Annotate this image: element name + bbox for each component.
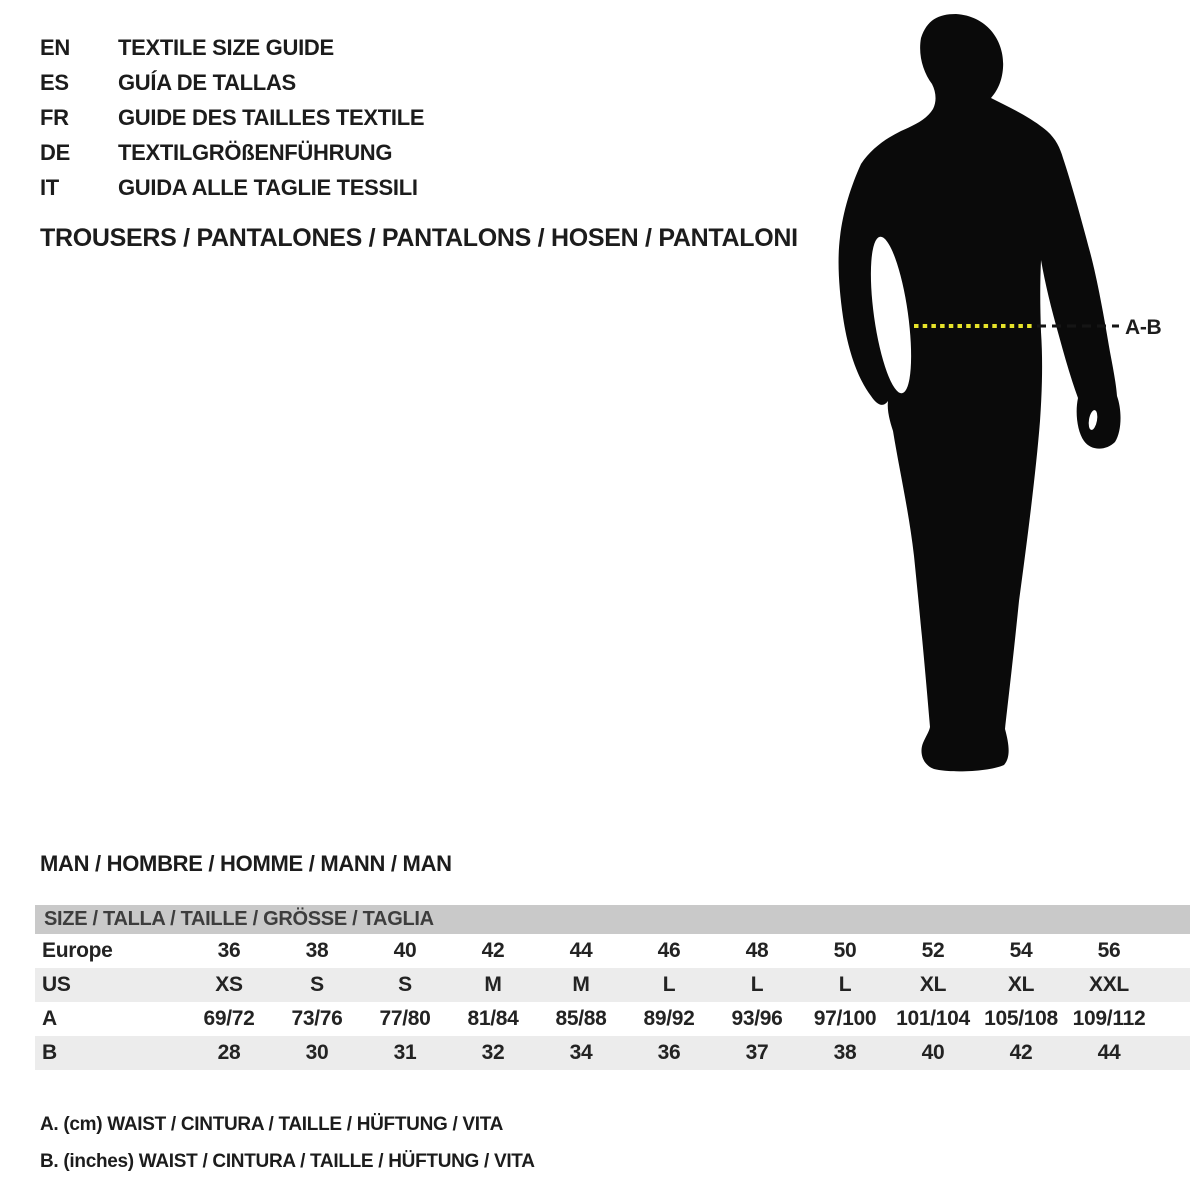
waist-inches: 32 xyxy=(449,1036,537,1070)
filler-cell xyxy=(1153,934,1190,968)
waist-cm: 85/88 xyxy=(555,1007,607,1030)
guide-title-es: GUÍA DE TALLAS xyxy=(118,70,296,95)
row-label-us: US xyxy=(35,968,185,1002)
measurement-notes xyxy=(40,1106,535,1180)
guide-title-it: GUIDA ALLE TAGLIE TESSILI xyxy=(118,175,418,200)
table-row-waist-cm xyxy=(35,1002,1190,1036)
waist-cm: 105/108 xyxy=(984,1007,1058,1030)
language-code: EN xyxy=(40,35,70,60)
waist-inches: 30 xyxy=(273,1036,361,1070)
us-size: S xyxy=(273,968,361,1002)
section-title-man: MAN / HOMBRE / HOMME / MANN / MAN xyxy=(40,851,452,876)
us-size: XXL xyxy=(1065,968,1153,1002)
table-row-waist-inches xyxy=(35,1036,1190,1070)
row-label-a: A xyxy=(42,1007,57,1030)
note-a-cm: A. (cm) WAIST / CINTURA / TAILLE / HÜFTUNG / VITA xyxy=(40,1114,504,1135)
language-row-fr xyxy=(40,100,424,135)
europe-size: 44 xyxy=(569,939,593,962)
language-code: FR xyxy=(40,105,69,130)
size-table-header: SIZE / TALLA / TAILLE / GRÖSSE / TAGLIA xyxy=(35,905,1190,934)
us-size: M xyxy=(449,968,537,1002)
waist-cm: 93/96 xyxy=(731,1007,783,1030)
waist-inches: 36 xyxy=(625,1036,713,1070)
waist-cm: 89/92 xyxy=(643,1007,695,1030)
language-code: IT xyxy=(40,175,59,200)
waist-inches: 37 xyxy=(713,1036,801,1070)
waist-cm: 81/84 xyxy=(467,1007,519,1030)
language-row-de xyxy=(40,135,424,170)
us-size: XS xyxy=(185,968,273,1002)
waist-inches: 34 xyxy=(537,1036,625,1070)
europe-size: 56 xyxy=(1097,939,1121,962)
category-title-trousers: TROUSERS / PANTALONES / PANTALONS / HOSEN / PANTALONI xyxy=(40,224,798,252)
europe-size: 50 xyxy=(833,939,857,962)
europe-size: 46 xyxy=(657,939,681,962)
silhouette-man xyxy=(839,14,1121,771)
europe-size: 40 xyxy=(393,939,417,962)
size-table-header-row xyxy=(35,905,1190,934)
size-table xyxy=(35,905,1190,1070)
waist-cm: 101/104 xyxy=(896,1007,970,1030)
filler-cell xyxy=(1153,968,1190,1002)
us-size: XL xyxy=(889,968,977,1002)
europe-size: 42 xyxy=(481,939,505,962)
europe-size: 48 xyxy=(745,939,769,962)
table-row-europe xyxy=(35,934,1190,968)
waist-inches: 31 xyxy=(361,1036,449,1070)
us-size: L xyxy=(625,968,713,1002)
row-label-b: B xyxy=(35,1036,185,1070)
europe-size: 54 xyxy=(1009,939,1033,962)
waist-measurement-label: A-B xyxy=(1125,316,1162,339)
waist-inches: 42 xyxy=(977,1036,1065,1070)
europe-size: 38 xyxy=(305,939,329,962)
language-code: DE xyxy=(40,140,70,165)
us-size: L xyxy=(713,968,801,1002)
waist-cm: 77/80 xyxy=(379,1007,431,1030)
europe-size: 52 xyxy=(921,939,945,962)
us-size: XL xyxy=(977,968,1065,1002)
us-size: M xyxy=(537,968,625,1002)
filler-cell xyxy=(1153,1002,1190,1036)
waist-cm: 69/72 xyxy=(203,1007,255,1030)
language-row-es xyxy=(40,65,424,100)
waist-inches: 28 xyxy=(185,1036,273,1070)
filler-cell xyxy=(1153,1036,1190,1070)
note-b-inches: B. (inches) WAIST / CINTURA / TAILLE / HÜFTUNG / VITA xyxy=(40,1151,535,1172)
waist-cm: 109/112 xyxy=(1072,1007,1146,1030)
waist-inches: 44 xyxy=(1065,1036,1153,1070)
waist-inches: 38 xyxy=(801,1036,889,1070)
guide-title-fr: GUIDE DES TAILLES TEXTILE xyxy=(118,105,425,130)
table-row-us xyxy=(35,968,1190,1002)
language-row-en xyxy=(40,30,424,65)
us-size: L xyxy=(801,968,889,1002)
waist-cm: 73/76 xyxy=(291,1007,343,1030)
waist-cm: 97/100 xyxy=(813,1007,877,1030)
row-label-europe: Europe xyxy=(42,939,113,962)
language-code: ES xyxy=(40,70,69,95)
waist-inches: 40 xyxy=(889,1036,977,1070)
europe-size: 36 xyxy=(217,939,241,962)
male-silhouette-figure xyxy=(820,5,1180,795)
language-guide-list xyxy=(40,30,424,205)
guide-title-de: TEXTILGRÖßENFÜHRUNG xyxy=(118,140,393,165)
us-size: S xyxy=(361,968,449,1002)
language-row-it xyxy=(40,170,424,205)
guide-title-en: TEXTILE SIZE GUIDE xyxy=(118,35,334,60)
